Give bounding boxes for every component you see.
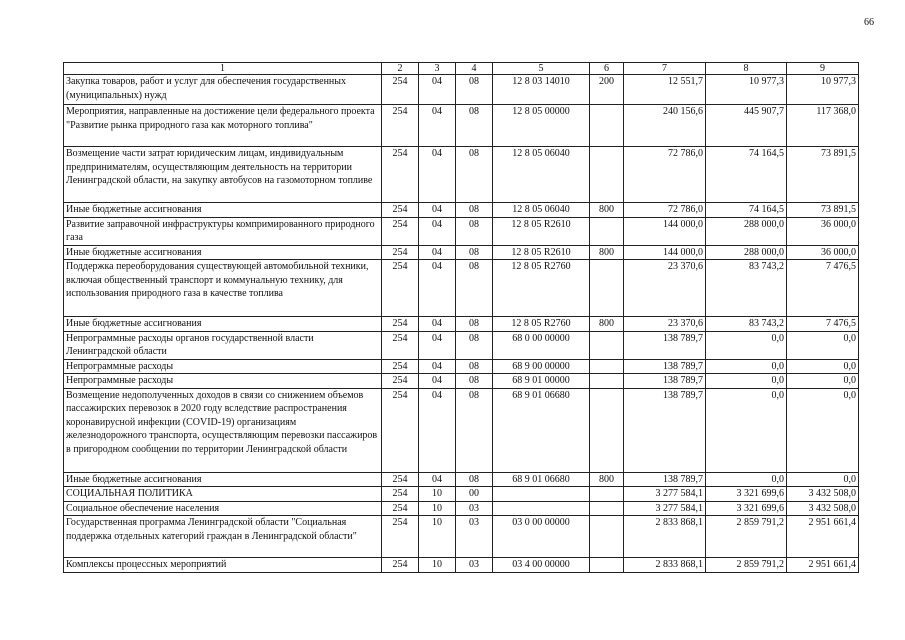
subsection-cell: 08 bbox=[456, 245, 493, 260]
amount-2024-cell: 2 951 661,4 bbox=[787, 516, 859, 558]
amount-2022-cell: 2 833 868,1 bbox=[624, 516, 706, 558]
table-row bbox=[64, 472, 859, 487]
expense-type-cell bbox=[590, 558, 624, 573]
amount-2023-cell: 2 859 791,2 bbox=[706, 516, 787, 558]
amount-2023-cell: 0,0 bbox=[706, 331, 787, 359]
amount-2022-cell: 23 370,6 bbox=[624, 260, 706, 317]
section-cell: 10 bbox=[419, 501, 456, 516]
amount-2022-cell: 240 156,6 bbox=[624, 105, 706, 147]
admin-code-cell: 254 bbox=[382, 147, 419, 203]
amount-2023-cell: 0,0 bbox=[706, 374, 787, 389]
table-row bbox=[64, 105, 859, 147]
section-cell: 04 bbox=[419, 359, 456, 374]
target-article-cell: 12 8 05 R2760 bbox=[493, 317, 590, 332]
section-cell: 04 bbox=[419, 317, 456, 332]
amount-2022-cell: 12 551,7 bbox=[624, 75, 706, 105]
target-article-cell: 68 9 01 00000 bbox=[493, 374, 590, 389]
table-row bbox=[64, 516, 859, 558]
admin-code-cell: 254 bbox=[382, 501, 419, 516]
target-article-cell: 12 8 05 R2610 bbox=[493, 217, 590, 245]
table-row bbox=[64, 388, 859, 472]
subsection-cell: 03 bbox=[456, 558, 493, 573]
row-name-cell: Социальное обеспечение населения bbox=[64, 501, 382, 516]
amount-2022-cell: 3 277 584,1 bbox=[624, 487, 706, 502]
page-number: 66 bbox=[864, 17, 874, 28]
row-name-cell: СОЦИАЛЬНАЯ ПОЛИТИКА bbox=[64, 487, 382, 502]
amount-2024-cell: 36 000,0 bbox=[787, 217, 859, 245]
row-name-cell: Иные бюджетные ассигнования bbox=[64, 317, 382, 332]
expense-type-cell: 800 bbox=[590, 203, 624, 218]
amount-2024-cell: 0,0 bbox=[787, 472, 859, 487]
amount-2024-cell: 3 432 508,0 bbox=[787, 487, 859, 502]
admin-code-cell: 254 bbox=[382, 516, 419, 558]
row-name-cell: Иные бюджетные ассигнования bbox=[64, 472, 382, 487]
admin-code-cell: 254 bbox=[382, 558, 419, 573]
expense-type-cell bbox=[590, 359, 624, 374]
subsection-cell: 08 bbox=[456, 147, 493, 203]
amount-2022-cell: 2 833 868,1 bbox=[624, 558, 706, 573]
amount-2022-cell: 144 000,0 bbox=[624, 217, 706, 245]
subsection-cell: 08 bbox=[456, 331, 493, 359]
row-name-cell: Непрограммные расходы bbox=[64, 374, 382, 389]
col-header: 5 bbox=[493, 63, 590, 75]
section-cell: 04 bbox=[419, 105, 456, 147]
subsection-cell: 08 bbox=[456, 388, 493, 472]
section-cell: 04 bbox=[419, 217, 456, 245]
section-cell: 04 bbox=[419, 147, 456, 203]
admin-code-cell: 254 bbox=[382, 374, 419, 389]
table-row bbox=[64, 147, 859, 203]
row-name-cell: Развитие заправочной инфраструктуры компримированного природного газа bbox=[64, 217, 382, 245]
target-article-cell: 68 9 00 00000 bbox=[493, 359, 590, 374]
expense-type-cell bbox=[590, 374, 624, 389]
admin-code-cell: 254 bbox=[382, 260, 419, 317]
admin-code-cell: 254 bbox=[382, 245, 419, 260]
subsection-cell: 08 bbox=[456, 217, 493, 245]
row-name-cell: Комплексы процессных мероприятий bbox=[64, 558, 382, 573]
section-cell: 10 bbox=[419, 516, 456, 558]
amount-2022-cell: 138 789,7 bbox=[624, 472, 706, 487]
amount-2023-cell: 74 164,5 bbox=[706, 203, 787, 218]
section-cell: 04 bbox=[419, 388, 456, 472]
table-row bbox=[64, 558, 859, 573]
amount-2022-cell: 138 789,7 bbox=[624, 388, 706, 472]
subsection-cell: 00 bbox=[456, 487, 493, 502]
amount-2024-cell: 117 368,0 bbox=[787, 105, 859, 147]
admin-code-cell: 254 bbox=[382, 203, 419, 218]
amount-2023-cell: 3 321 699,6 bbox=[706, 501, 787, 516]
admin-code-cell: 254 bbox=[382, 75, 419, 105]
table-row bbox=[64, 260, 859, 317]
col-header: 3 bbox=[419, 63, 456, 75]
amount-2024-cell: 73 891,5 bbox=[787, 203, 859, 218]
table-row bbox=[64, 245, 859, 260]
amount-2023-cell: 83 743,2 bbox=[706, 260, 787, 317]
row-name-cell: Иные бюджетные ассигнования bbox=[64, 203, 382, 218]
amount-2022-cell: 138 789,7 bbox=[624, 331, 706, 359]
expense-type-cell bbox=[590, 105, 624, 147]
subsection-cell: 08 bbox=[456, 374, 493, 389]
amount-2024-cell: 7 476,5 bbox=[787, 317, 859, 332]
admin-code-cell: 254 bbox=[382, 105, 419, 147]
amount-2022-cell: 138 789,7 bbox=[624, 374, 706, 389]
amount-2022-cell: 72 786,0 bbox=[624, 147, 706, 203]
admin-code-cell: 254 bbox=[382, 388, 419, 472]
amount-2024-cell: 3 432 508,0 bbox=[787, 501, 859, 516]
budget-table bbox=[63, 62, 859, 573]
col-header: 8 bbox=[706, 63, 787, 75]
expense-type-cell bbox=[590, 331, 624, 359]
target-article-cell: 12 8 05 06040 bbox=[493, 147, 590, 203]
section-cell: 04 bbox=[419, 75, 456, 105]
admin-code-cell: 254 bbox=[382, 472, 419, 487]
section-cell: 04 bbox=[419, 331, 456, 359]
admin-code-cell: 254 bbox=[382, 317, 419, 332]
subsection-cell: 08 bbox=[456, 472, 493, 487]
subsection-cell: 08 bbox=[456, 260, 493, 317]
subsection-cell: 08 bbox=[456, 75, 493, 105]
subsection-cell: 03 bbox=[456, 501, 493, 516]
amount-2024-cell: 0,0 bbox=[787, 388, 859, 472]
header-row bbox=[64, 63, 859, 75]
table-row bbox=[64, 359, 859, 374]
expense-type-cell bbox=[590, 388, 624, 472]
subsection-cell: 08 bbox=[456, 203, 493, 218]
target-article-cell: 12 8 05 R2610 bbox=[493, 245, 590, 260]
target-article-cell: 12 8 05 06040 bbox=[493, 203, 590, 218]
amount-2022-cell: 23 370,6 bbox=[624, 317, 706, 332]
row-name-cell: Непрограммные расходы органов государственной власти Ленинградской области bbox=[64, 331, 382, 359]
admin-code-cell: 254 bbox=[382, 487, 419, 502]
target-article-cell bbox=[493, 487, 590, 502]
table-row bbox=[64, 75, 859, 105]
section-cell: 04 bbox=[419, 245, 456, 260]
target-article-cell: 12 8 05 R2760 bbox=[493, 260, 590, 317]
col-header: 6 bbox=[590, 63, 624, 75]
target-article-cell: 12 8 05 00000 bbox=[493, 105, 590, 147]
col-header: 7 bbox=[624, 63, 706, 75]
amount-2024-cell: 0,0 bbox=[787, 359, 859, 374]
row-name-cell: Непрограммные расходы bbox=[64, 359, 382, 374]
section-cell: 10 bbox=[419, 487, 456, 502]
target-article-cell: 68 9 01 06680 bbox=[493, 472, 590, 487]
amount-2023-cell: 10 977,3 bbox=[706, 75, 787, 105]
row-name-cell: Иные бюджетные ассигнования bbox=[64, 245, 382, 260]
amount-2024-cell: 0,0 bbox=[787, 331, 859, 359]
admin-code-cell: 254 bbox=[382, 217, 419, 245]
col-header: 4 bbox=[456, 63, 493, 75]
amount-2024-cell: 0,0 bbox=[787, 374, 859, 389]
col-header: 9 bbox=[787, 63, 859, 75]
expense-type-cell bbox=[590, 501, 624, 516]
expense-type-cell: 800 bbox=[590, 472, 624, 487]
target-article-cell: 68 9 01 06680 bbox=[493, 388, 590, 472]
row-name-cell: Государственная программа Ленинградской области "Социальная поддержка отдельных категорий граждан в Ленинградской области" bbox=[64, 516, 382, 558]
table-row bbox=[64, 374, 859, 389]
col-header: 2 bbox=[382, 63, 419, 75]
table-row bbox=[64, 501, 859, 516]
amount-2024-cell: 10 977,3 bbox=[787, 75, 859, 105]
expense-type-cell bbox=[590, 147, 624, 203]
amount-2024-cell: 2 951 661,4 bbox=[787, 558, 859, 573]
subsection-cell: 08 bbox=[456, 317, 493, 332]
row-name-cell: Возмещение части затрат юридическим лицам, индивидуальным предпринимателям, осуществляющим деятельность на территории Ленинградской области, на закупку автобусов на газомоторном топливе bbox=[64, 147, 382, 203]
amount-2023-cell: 2 859 791,2 bbox=[706, 558, 787, 573]
row-name-cell: Мероприятия, направленные на достижение цели федерального проекта "Развитие рынка природного газа как моторного топлива" bbox=[64, 105, 382, 147]
amount-2024-cell: 7 476,5 bbox=[787, 260, 859, 317]
section-cell: 10 bbox=[419, 558, 456, 573]
target-article-cell: 03 4 00 00000 bbox=[493, 558, 590, 573]
section-cell: 04 bbox=[419, 203, 456, 218]
amount-2023-cell: 3 321 699,6 bbox=[706, 487, 787, 502]
expense-type-cell: 800 bbox=[590, 245, 624, 260]
expense-type-cell bbox=[590, 260, 624, 317]
table-row bbox=[64, 487, 859, 502]
subsection-cell: 08 bbox=[456, 359, 493, 374]
target-article-cell: 03 0 00 00000 bbox=[493, 516, 590, 558]
admin-code-cell: 254 bbox=[382, 331, 419, 359]
amount-2022-cell: 72 786,0 bbox=[624, 203, 706, 218]
table-row bbox=[64, 203, 859, 218]
amount-2023-cell: 288 000,0 bbox=[706, 217, 787, 245]
expense-type-cell bbox=[590, 516, 624, 558]
amount-2023-cell: 288 000,0 bbox=[706, 245, 787, 260]
row-name-cell: Поддержка переоборудования существующей автомобильной техники, включая общественный транспорт и коммунальную технику, для использования природного газа в качестве топлива bbox=[64, 260, 382, 317]
table-row bbox=[64, 217, 859, 245]
row-name-cell: Возмещение недополученных доходов в связи со снижением объемов пассажирских перевозок в 2020 году вследствие распространения коронавирусной инфекции (COVID-19) организациям железнодорожного транспорта, осуществляющим перевозки пассажиров в пригородном сообщении по территории Ленинградской области bbox=[64, 388, 382, 472]
table-row bbox=[64, 317, 859, 332]
amount-2023-cell: 83 743,2 bbox=[706, 317, 787, 332]
amount-2022-cell: 3 277 584,1 bbox=[624, 501, 706, 516]
subsection-cell: 08 bbox=[456, 105, 493, 147]
row-name-cell: Закупка товаров, работ и услуг для обеспечения государственных (муниципальных) нужд bbox=[64, 75, 382, 105]
expense-type-cell: 200 bbox=[590, 75, 624, 105]
section-cell: 04 bbox=[419, 472, 456, 487]
admin-code-cell: 254 bbox=[382, 359, 419, 374]
expense-type-cell bbox=[590, 217, 624, 245]
subsection-cell: 03 bbox=[456, 516, 493, 558]
amount-2023-cell: 74 164,5 bbox=[706, 147, 787, 203]
amount-2023-cell: 0,0 bbox=[706, 472, 787, 487]
expense-type-cell: 800 bbox=[590, 317, 624, 332]
target-article-cell bbox=[493, 501, 590, 516]
amount-2024-cell: 36 000,0 bbox=[787, 245, 859, 260]
col-header: 1 bbox=[64, 63, 382, 75]
amount-2024-cell: 73 891,5 bbox=[787, 147, 859, 203]
section-cell: 04 bbox=[419, 260, 456, 317]
amount-2022-cell: 144 000,0 bbox=[624, 245, 706, 260]
table-row bbox=[64, 331, 859, 359]
amount-2023-cell: 445 907,7 bbox=[706, 105, 787, 147]
target-article-cell: 12 8 03 14010 bbox=[493, 75, 590, 105]
expense-type-cell bbox=[590, 487, 624, 502]
target-article-cell: 68 0 00 00000 bbox=[493, 331, 590, 359]
amount-2023-cell: 0,0 bbox=[706, 388, 787, 472]
amount-2022-cell: 138 789,7 bbox=[624, 359, 706, 374]
amount-2023-cell: 0,0 bbox=[706, 359, 787, 374]
section-cell: 04 bbox=[419, 374, 456, 389]
